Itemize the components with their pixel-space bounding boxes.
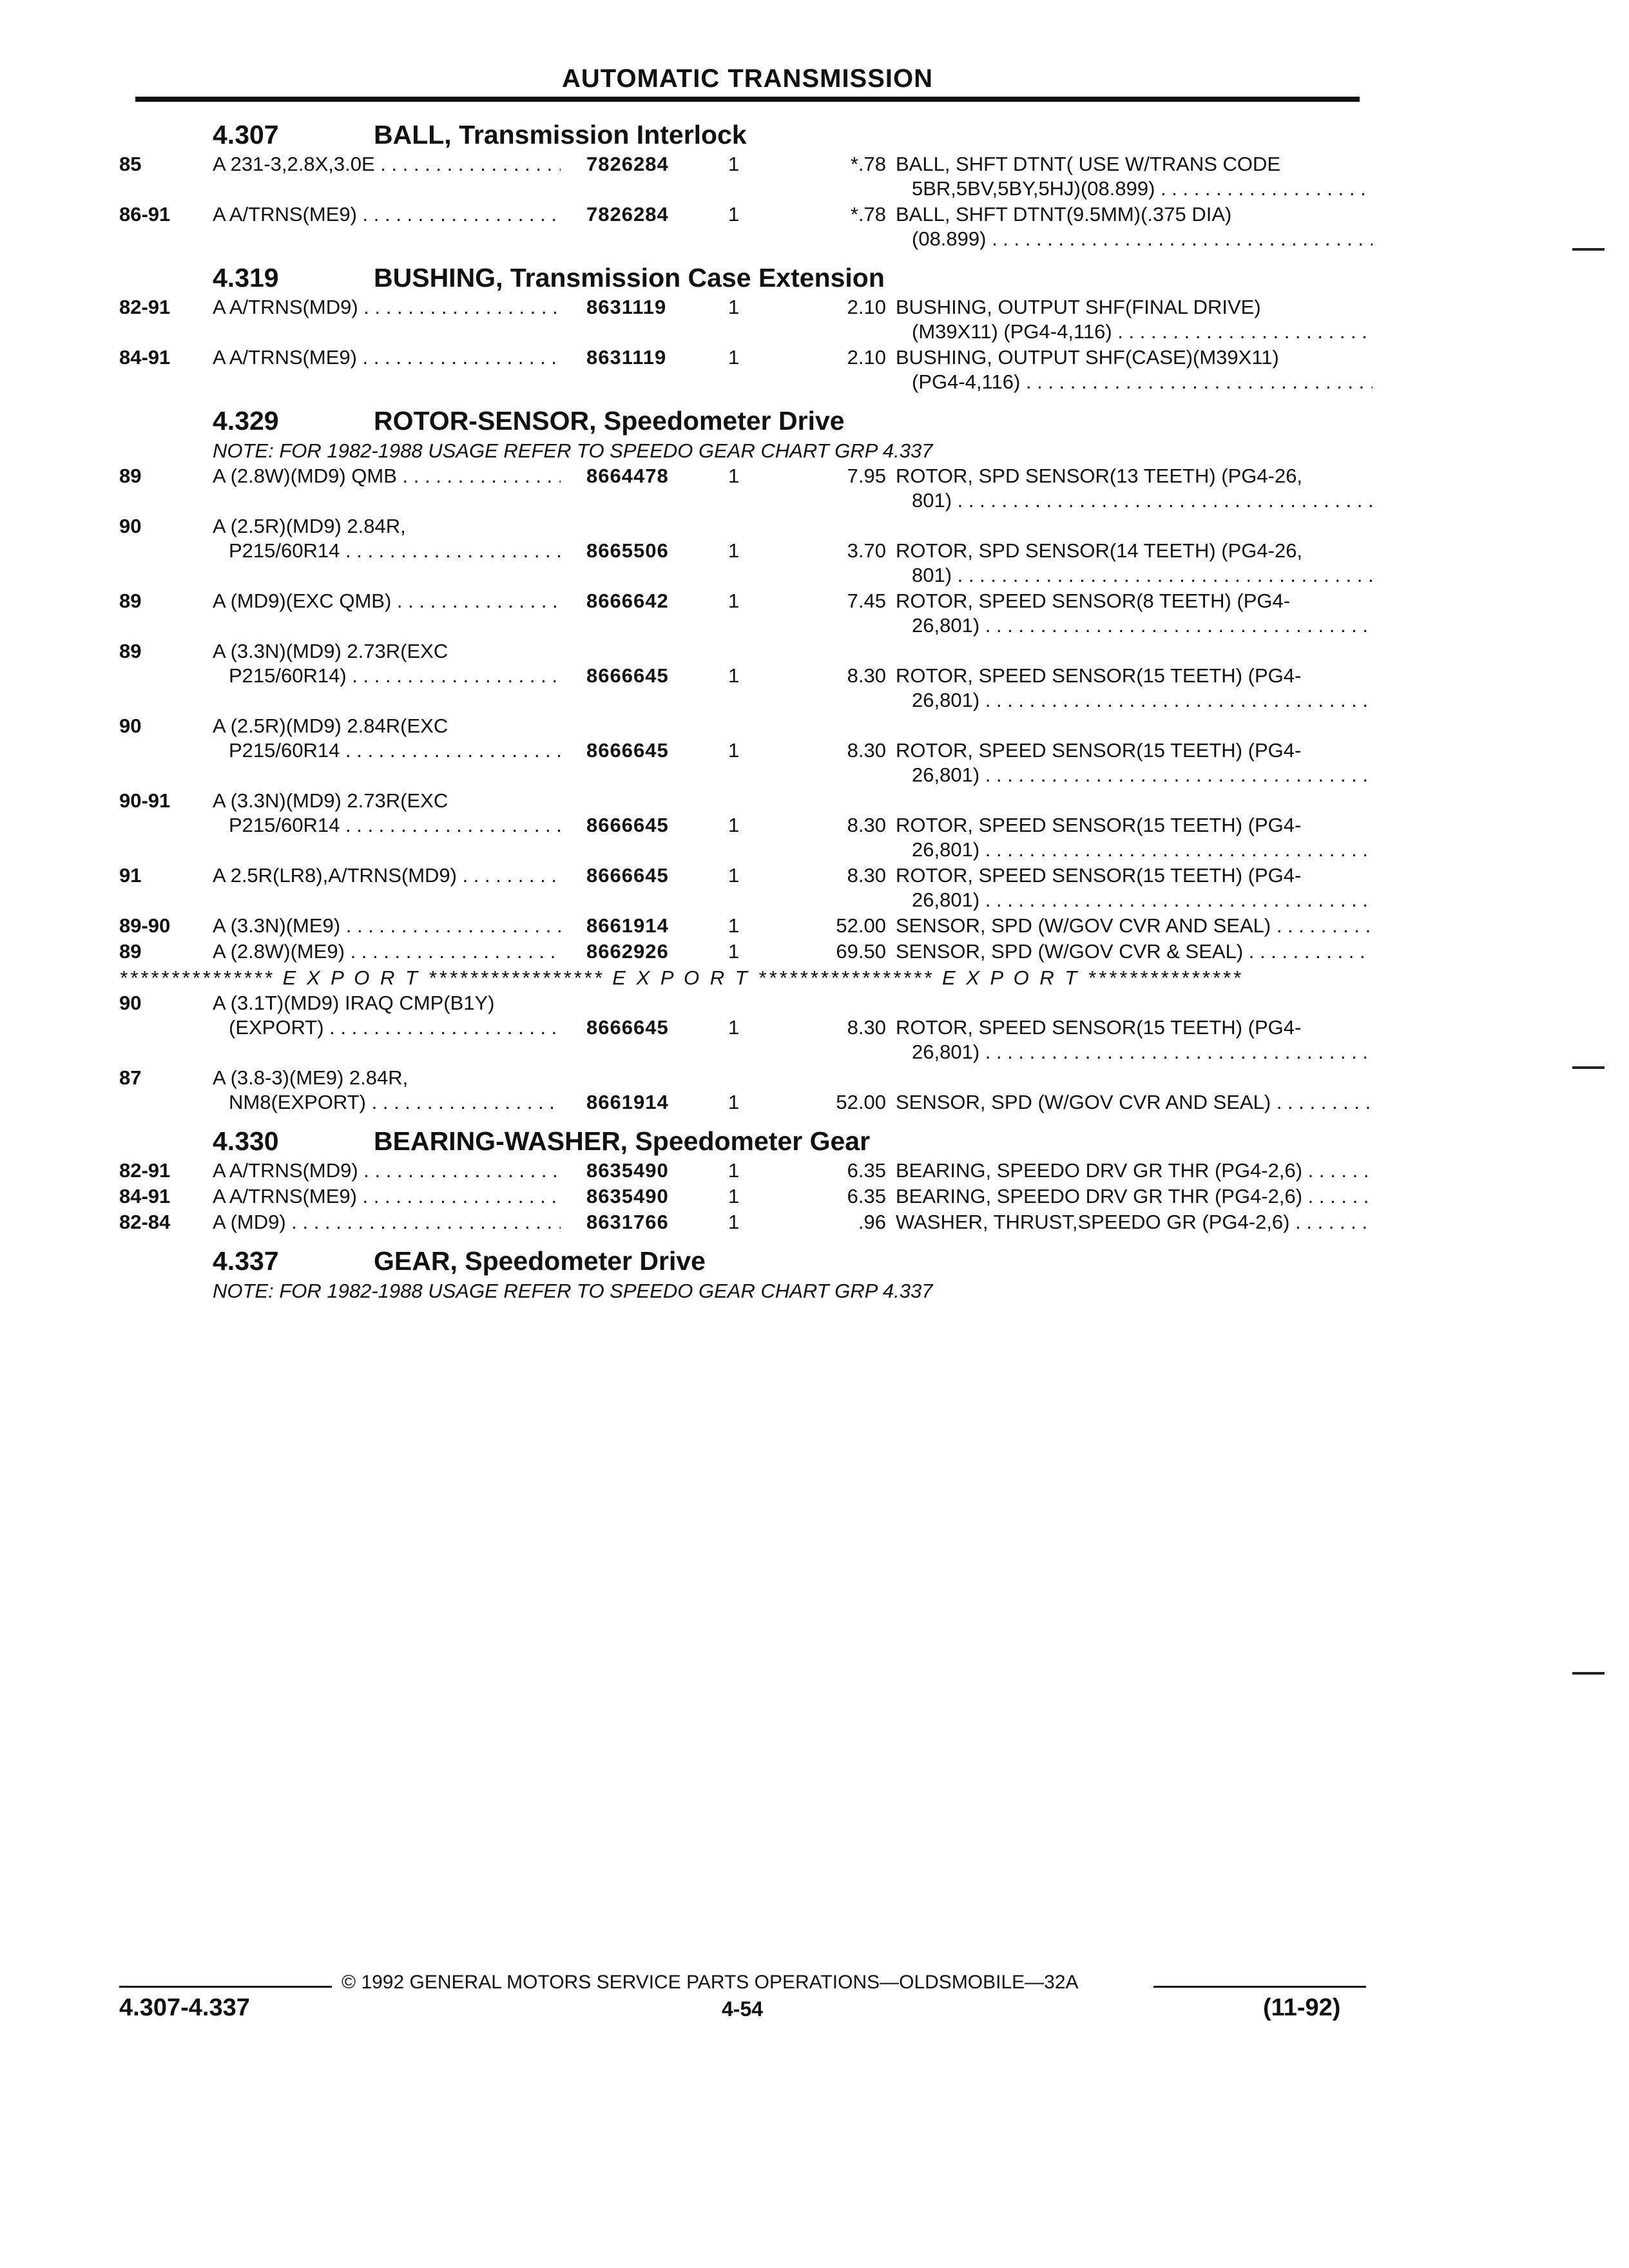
part-number: 8661914 <box>586 914 669 937</box>
table-row <box>119 863 1369 914</box>
table-row <box>119 789 1369 863</box>
part-number: 8661914 <box>586 1091 669 1113</box>
description <box>896 1210 1373 1235</box>
description-line: SENSOR, SPD (W/GOV CVR & SEAL) . . . <box>896 939 1373 964</box>
application <box>213 152 561 177</box>
application <box>213 1184 561 1209</box>
model-year: 82-91 <box>119 1159 171 1182</box>
description-line: 5BR,5BV,5BY,5HJ)(08.899) . . . <box>896 177 1373 201</box>
section-title: ROTOR-SENSOR, Speedometer Drive <box>374 406 845 436</box>
section-number: 4.329 <box>213 406 279 436</box>
application <box>213 1066 561 1115</box>
quantity: 1 <box>728 1159 740 1182</box>
application <box>213 345 561 370</box>
part-number: 7826284 <box>586 203 669 226</box>
section-title: BUSHING, Transmission Case Extension <box>374 263 885 293</box>
description-line: ROTOR, SPEED SENSOR(15 TEETH) (PG4- <box>896 739 1302 762</box>
description <box>896 1090 1373 1115</box>
page-title: AUTOMATIC TRANSMISSION <box>561 64 934 93</box>
model-year: 89 <box>119 465 142 487</box>
margin-tick <box>1572 1672 1605 1675</box>
description <box>896 345 1373 394</box>
part-number: 8662926 <box>586 940 669 963</box>
model-year: 90 <box>119 992 142 1014</box>
section-note: NOTE: FOR 1982-1988 USAGE REFER TO SPEEDO GEAR CHART GRP 4.337 <box>213 439 933 462</box>
quantity: 1 <box>728 465 740 487</box>
export-divider: *************** E X P O R T ***************** E X P O R T ***************** E X P O R T *************** <box>119 966 1243 989</box>
quantity: 1 <box>728 590 740 612</box>
table-row <box>119 202 1369 253</box>
description <box>896 1184 1373 1209</box>
footer-rule-right <box>1153 1986 1366 1988</box>
description-line: 26,801) . . . <box>896 688 1373 713</box>
quantity: 1 <box>728 153 740 175</box>
description-line: ROTOR, SPEED SENSOR(8 TEETH) (PG4- <box>896 590 1291 612</box>
application-line: P215/60R14 . . . <box>213 813 561 838</box>
margin-tick <box>1572 1066 1605 1069</box>
model-year: 91 <box>119 864 142 887</box>
application-line: P215/60R14 . . . <box>213 539 561 563</box>
quantity: 1 <box>728 914 740 937</box>
description-line: 26,801) . . . <box>896 1040 1373 1064</box>
quantity: 1 <box>728 664 740 687</box>
model-year: 90 <box>119 515 142 537</box>
table-row <box>119 1184 1369 1210</box>
description <box>896 664 1373 713</box>
model-year: 89-90 <box>119 914 171 937</box>
description-line: ROTOR, SPD SENSOR(14 TEETH) (PG4-26, <box>896 539 1303 562</box>
price: 6.35 <box>847 1185 886 1207</box>
price: 8.30 <box>847 1016 886 1039</box>
section-title: BALL, Transmission Interlock <box>374 120 747 149</box>
footer-rule-left <box>119 1986 332 1988</box>
part-number: 8664478 <box>586 465 669 487</box>
description-line: ROTOR, SPEED SENSOR(15 TEETH) (PG4- <box>896 864 1302 887</box>
part-number: 8631119 <box>586 346 667 369</box>
description-line: 26,801) . . . <box>896 888 1373 912</box>
application-line: A (3.8-3)(ME9) 2.84R, <box>213 1066 409 1089</box>
description-line: 26,801) . . . <box>896 838 1373 862</box>
application-line: (EXPORT) . . . <box>213 1015 561 1040</box>
application-line: A (3.3N)(ME9) . . . <box>213 914 561 938</box>
part-number: 8635490 <box>586 1159 669 1182</box>
application-line: A (2.5R)(MD9) 2.84R, <box>213 515 406 537</box>
application-line: A (3.3N)(MD9) 2.73R(EXC <box>213 789 448 812</box>
application <box>213 202 561 227</box>
table-row <box>119 152 1369 202</box>
application <box>213 295 561 320</box>
description <box>896 202 1373 251</box>
application-line: P215/60R14) . . . <box>213 664 561 688</box>
price: 7.95 <box>847 465 886 487</box>
price: .96 <box>858 1211 886 1233</box>
model-year: 87 <box>119 1066 142 1089</box>
parts-listing <box>119 110 1369 1304</box>
quantity: 1 <box>728 539 740 562</box>
description-line: 801) . . . <box>896 563 1373 588</box>
model-year: 89 <box>119 590 142 612</box>
table-row <box>119 589 1369 639</box>
price: *.78 <box>850 203 886 226</box>
description <box>896 863 1373 912</box>
description-line: ROTOR, SPD SENSOR(13 TEETH) (PG4-26, <box>896 465 1303 487</box>
application-line: A A/TRNS(ME9) . . . <box>213 345 561 370</box>
description-line: BUSHING, OUTPUT SHF(FINAL DRIVE) <box>896 296 1261 318</box>
section-header <box>119 113 1369 152</box>
quantity: 1 <box>728 1211 740 1233</box>
description-line: 801) . . . <box>896 488 1373 513</box>
price: 2.10 <box>847 346 886 369</box>
price: 2.10 <box>847 296 886 318</box>
description-line: BEARING, SPEEDO DRV GR THR (PG4-2,6) . . . <box>896 1158 1373 1183</box>
part-number: 8666645 <box>586 1016 669 1039</box>
description-line: BUSHING, OUTPUT SHF(CASE)(M39X11) <box>896 346 1279 369</box>
model-year: 89 <box>119 940 142 963</box>
footer-section-range: 4.307-4.337 <box>119 1994 250 2021</box>
quantity: 1 <box>728 1091 740 1113</box>
application-line: A A/TRNS(MD9) . . . <box>213 295 561 320</box>
section-number: 4.337 <box>213 1246 279 1276</box>
price: 6.35 <box>847 1159 886 1182</box>
price: 8.30 <box>847 664 886 687</box>
application-line: A (2.8W)(MD9) QMB . . . <box>213 464 561 488</box>
part-number: 8635490 <box>586 1185 669 1207</box>
table-row <box>119 639 1369 714</box>
application <box>213 589 561 613</box>
table-row <box>119 464 1369 514</box>
part-number: 8666642 <box>586 590 669 612</box>
table-row <box>119 1158 1369 1184</box>
section-header <box>119 1120 1369 1158</box>
description <box>896 914 1373 938</box>
quantity: 1 <box>728 346 740 369</box>
application <box>213 914 561 938</box>
description-line: BALL, SHFT DTNT( USE W/TRANS CODE <box>896 153 1281 175</box>
section-header <box>119 256 1369 295</box>
table-row <box>119 295 1369 345</box>
application <box>213 789 561 838</box>
margin-tick <box>1572 248 1605 251</box>
description-line: BEARING, SPEEDO DRV GR THR (PG4-2,6) . . . <box>896 1184 1373 1209</box>
application-line: NM8(EXPORT) . . . <box>213 1090 561 1115</box>
quantity: 1 <box>728 864 740 887</box>
model-year: 90-91 <box>119 789 171 812</box>
description-line: 26,801) . . . <box>896 613 1373 638</box>
application-line: A A/TRNS(MD9) . . . <box>213 1158 561 1183</box>
application <box>213 1210 561 1235</box>
description <box>896 539 1373 588</box>
section-header <box>119 1240 1369 1278</box>
price: 8.30 <box>847 814 886 836</box>
part-number: 8666645 <box>586 814 669 836</box>
description-line: ROTOR, SPEED SENSOR(15 TEETH) (PG4- <box>896 1016 1302 1039</box>
part-number: 8666645 <box>586 864 669 887</box>
application-line: P215/60R14 . . . <box>213 738 561 763</box>
model-year: 82-91 <box>119 296 171 318</box>
model-year: 89 <box>119 640 142 662</box>
quantity: 1 <box>728 814 740 836</box>
application-line: A (3.3N)(MD9) 2.73R(EXC <box>213 640 448 662</box>
part-number: 8666645 <box>586 664 669 687</box>
application-line: A A/TRNS(ME9) . . . <box>213 202 561 227</box>
model-year: 86-91 <box>119 203 171 226</box>
section-header <box>119 399 1369 438</box>
application-line: A 231-3,2.8X,3.0E . . . <box>213 152 561 177</box>
description <box>896 152 1373 201</box>
section-number: 4.319 <box>213 263 279 293</box>
price: 8.30 <box>847 739 886 762</box>
price: 69.50 <box>836 940 886 963</box>
quantity: 1 <box>728 1016 740 1039</box>
application <box>213 714 561 763</box>
description <box>896 464 1373 513</box>
description-line: (08.899) . . . <box>896 227 1373 251</box>
part-number: 8666645 <box>586 739 669 762</box>
application <box>213 514 561 563</box>
part-number: 8631119 <box>586 296 667 318</box>
description-line: (M39X11) (PG4-4,116) . . . <box>896 320 1373 344</box>
price: 52.00 <box>836 1091 886 1113</box>
application <box>213 1158 561 1183</box>
quantity: 1 <box>728 296 740 318</box>
description-line: ROTOR, SPEED SENSOR(15 TEETH) (PG4- <box>896 814 1302 836</box>
application <box>213 939 561 964</box>
header-rule <box>135 97 1360 102</box>
table-row <box>119 514 1369 589</box>
price: 8.30 <box>847 864 886 887</box>
section-number: 4.307 <box>213 120 279 149</box>
quantity: 1 <box>728 940 740 963</box>
application-line: A (3.1T)(MD9) IRAQ CMP(B1Y) <box>213 992 495 1014</box>
quantity: 1 <box>728 1185 740 1207</box>
model-year: 85 <box>119 153 142 175</box>
application-line: A (2.8W)(ME9) . . . <box>213 939 561 964</box>
price: 52.00 <box>836 914 886 937</box>
part-number: 7826284 <box>586 153 669 175</box>
price: *.78 <box>850 153 886 175</box>
footer-date: (11-92) <box>1263 1994 1341 2021</box>
description-line: SENSOR, SPD (W/GOV CVR AND SEAL) . . . <box>896 1090 1373 1115</box>
application-line: A (MD9) . . . <box>213 1210 561 1235</box>
description <box>896 939 1373 964</box>
application-line: A 2.5R(LR8),A/TRNS(MD9) . . . <box>213 863 561 888</box>
application-line: A A/TRNS(ME9) . . . <box>213 1184 561 1209</box>
description <box>896 738 1373 787</box>
quantity: 1 <box>728 739 740 762</box>
table-row <box>119 914 1369 939</box>
section-note: NOTE: FOR 1982-1988 USAGE REFER TO SPEEDO GEAR CHART GRP 4.337 <box>213 1280 933 1302</box>
part-number: 8665506 <box>586 539 669 562</box>
application <box>213 991 561 1040</box>
description-line: 26,801) . . . <box>896 763 1373 787</box>
model-year: 90 <box>119 715 142 737</box>
model-year: 84-91 <box>119 346 171 369</box>
part-number: 8631766 <box>586 1211 669 1233</box>
price: 7.45 <box>847 590 886 612</box>
description <box>896 1015 1373 1064</box>
section-number: 4.330 <box>213 1126 279 1156</box>
footer-page-number: 4-54 <box>722 1997 764 2021</box>
description-line: BALL, SHFT DTNT(9.5MM)(.375 DIA) <box>896 203 1232 226</box>
description <box>896 813 1373 862</box>
table-row <box>119 1210 1369 1236</box>
table-row <box>119 345 1369 396</box>
description-line: SENSOR, SPD (W/GOV CVR AND SEAL) . . . <box>896 914 1373 938</box>
description-line: ROTOR, SPEED SENSOR(15 TEETH) (PG4- <box>896 664 1302 687</box>
application-line: A (MD9)(EXC QMB) . . . <box>213 589 561 613</box>
model-year: 82-84 <box>119 1211 171 1233</box>
description <box>896 589 1373 638</box>
table-row <box>119 714 1369 789</box>
description-line: (PG4-4,116) . . . <box>896 370 1373 394</box>
section-title: BEARING-WASHER, Speedometer Gear <box>374 1126 871 1156</box>
model-year: 84-91 <box>119 1185 171 1207</box>
section-title: GEAR, Speedometer Drive <box>374 1246 706 1276</box>
application <box>213 464 561 488</box>
price: 3.70 <box>847 539 886 562</box>
description-line: WASHER, THRUST,SPEEDO GR (PG4-2,6) . . . <box>896 1210 1373 1235</box>
table-row <box>119 939 1369 965</box>
application <box>213 639 561 688</box>
quantity: 1 <box>728 203 740 226</box>
table-row <box>119 1066 1369 1116</box>
table-row <box>119 991 1369 1066</box>
description <box>896 1158 1373 1183</box>
application <box>213 863 561 888</box>
description <box>896 295 1373 344</box>
application-line: A (2.5R)(MD9) 2.84R(EXC <box>213 715 448 737</box>
footer-copyright: © 1992 GENERAL MOTORS SERVICE PARTS OPERATIONS—OLDSMOBILE—32A <box>342 1972 1079 1993</box>
